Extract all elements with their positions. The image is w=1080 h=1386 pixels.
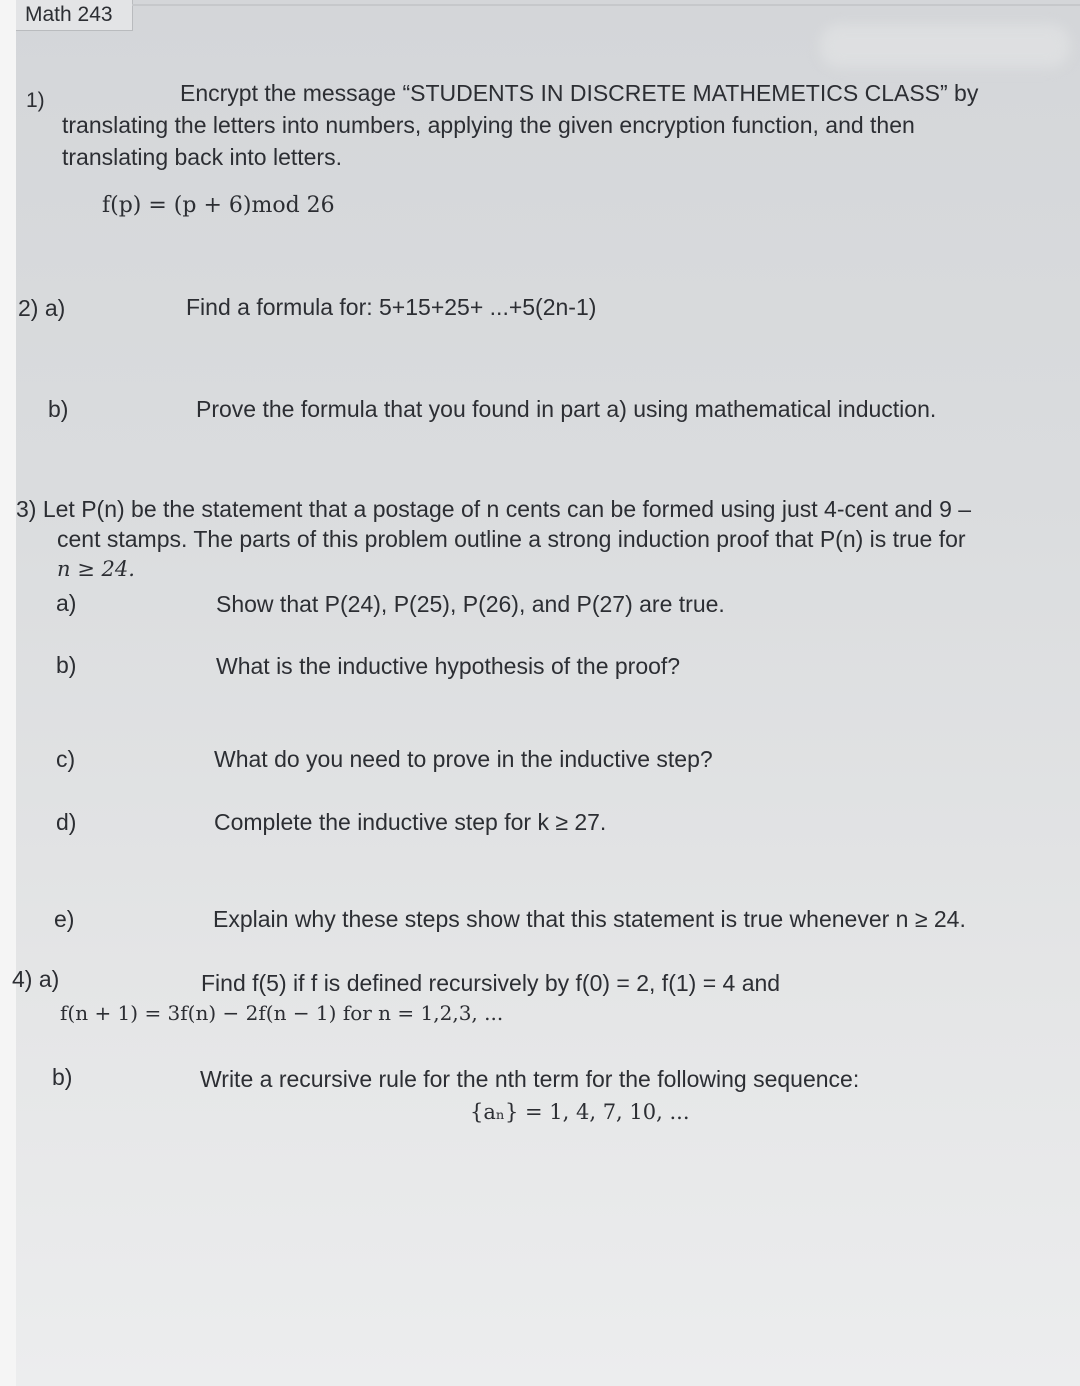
top-border-line xyxy=(132,4,1080,6)
q4-b-sequence: {aₙ} = 1, 4, 7, 10, ... xyxy=(470,1100,690,1124)
page-margin xyxy=(0,0,16,1386)
q3-c-label: c) xyxy=(56,746,76,772)
q3-a-text: Show that P(24), P(25), P(26), and P(27) are true. xyxy=(216,591,725,617)
q3-intro-line2: cent stamps. The parts of this problem outline a strong induction proof that P(n) is true for xyxy=(57,526,966,552)
q4-b-label: b) xyxy=(52,1064,73,1090)
q1-line1: Encrypt the message “STUDENTS IN DISCRETE MATHEMETICS CLASS” by xyxy=(180,80,979,106)
q3-e-label: e) xyxy=(54,906,75,932)
q4-a-line2: f(n + 1) = 3f(n) − 2f(n − 1) for n = 1,2,3, ... xyxy=(60,1001,504,1025)
q4-a-label: 4) a) xyxy=(12,966,60,992)
q3-b-label: b) xyxy=(56,652,77,678)
course-title: Math 243 xyxy=(25,3,113,26)
q3-c-text: What do you need to prove in the inductive step? xyxy=(214,746,713,772)
q3-intro-line3: n ≥ 24. xyxy=(57,557,135,581)
q3-d-label: d) xyxy=(56,809,77,835)
q2-b-text: Prove the formula that you found in part a) using mathematical induction. xyxy=(196,396,937,422)
q1-line3: translating back into letters. xyxy=(62,144,342,170)
q4-b-text: Write a recursive rule for the nth term for the following sequence: xyxy=(200,1066,860,1092)
q1-number: 1) xyxy=(26,89,45,112)
q3-d-text: Complete the inductive step for k ≥ 27. xyxy=(214,809,607,835)
q2-a-text: Find a formula for: 5+15+25+ ...+5(2n-1) xyxy=(186,294,597,320)
q3-intro-line1: 3) Let P(n) be the statement that a postage of n cents can be formed using just 4-cent and 9 – xyxy=(16,496,972,522)
q2-a-label: 2) a) xyxy=(18,295,66,321)
q3-b-text: What is the inductive hypothesis of the proof? xyxy=(216,653,681,679)
smudge-mark xyxy=(820,24,1070,68)
q3-e-text: Explain why these steps show that this statement is true whenever n ≥ 24. xyxy=(213,906,966,932)
q2-b-label: b) xyxy=(48,396,69,422)
q4-a-line1: Find f(5) if f is defined recursively by f(0) = 2, f(1) = 4 and xyxy=(201,970,781,996)
q1-formula: f(p) = (p + 6)mod 26 xyxy=(102,193,335,218)
q1-line2: translating the letters into numbers, applying the given encryption function, and then xyxy=(62,112,915,138)
q3-a-label: a) xyxy=(56,590,77,616)
